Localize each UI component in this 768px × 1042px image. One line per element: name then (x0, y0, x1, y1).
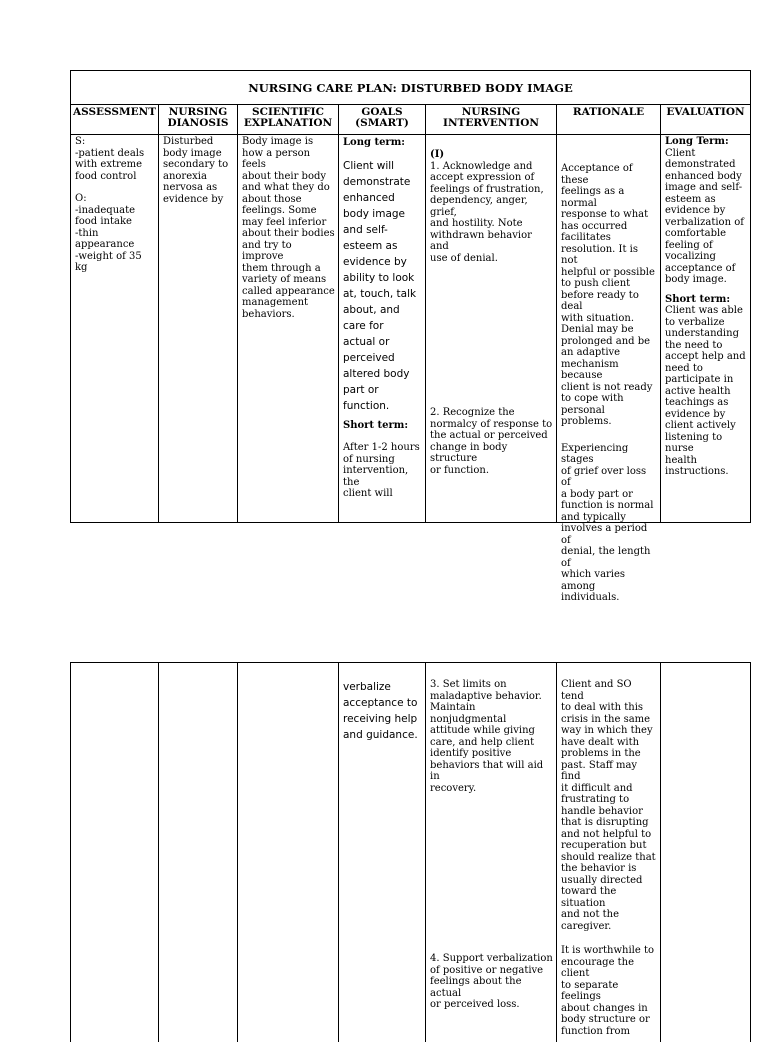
assessment-column-continued (71, 663, 158, 1042)
scientific-explanation-column (237, 105, 338, 522)
rationale-column (556, 105, 660, 603)
intervention-cell: (I) 1. Acknowledge and accept expression of feelings of frustration, dependency, anger, grief, and hostility. Note withdrawn behavior and use of denial. 2. Recognize the normalcy of response to the actual or perceived change in body structure or function. (430, 149, 553, 476)
rationale-column-continued (556, 663, 660, 1042)
evaluation-cell: Long Term: Client demonstrated enhanced body image and self- esteem as evidence by verbalization of comfortable feeling of vocalizing acceptance of body image. Short term: Client was able to verbalize understanding the need to accept help and need to participate in active health teachings as evidence by client actively listening to nurse health instructions. (665, 136, 746, 477)
intervention-cell-continued: 3. Set limits on maladaptive behavior. Maintain nonjudgmental attitude while giving care, and help client identify positive behaviors that will aid in recovery. 4. Support verbalization of positive or negative feelings about the actual or perceived loss. (430, 679, 553, 1010)
goals-long-term-label: Long term: (343, 137, 405, 148)
care-plan-table (70, 70, 751, 603)
goals-cell-continued: verbalize acceptance to receiving help and guidance. (343, 681, 418, 741)
assessment-column (71, 105, 158, 522)
diagnosis-column-continued (158, 663, 237, 1042)
goals-cell: Long term: Client will demonstrate enhanced body image and self- esteem as evidence by ability to look at, touch, talk about, and care for actual or perceived altered body part or function. Short term: After 1-2 hours of nursing intervention, the client will (343, 137, 422, 500)
diagnosis-header: NURSING DIANOSIS (159, 105, 237, 135)
care-plan-table-continued (70, 662, 751, 1042)
goals-header: GOALS (SMART) (339, 105, 425, 135)
scientific-explanation-cell: Body image is how a person feels about their body and what they do about those feelings. Some may feel inferior about their bodies and try to improve them through a variety of means called appearance management behaviors. (242, 136, 335, 320)
goals-column (338, 105, 425, 522)
rationale-cell-continued: Client and SO tend to deal with this crisis in the same way in which they have dealt with problems in the past. Staff may find it difficult and frustrating to handle behavior that is disrupting and not helpful to recuperation but should realize that the behavior is usually directed toward the situation and not the caregiver. It is worthwhile to encourage the client to separate feelings about changes in body structure or function from (561, 679, 656, 1037)
evaluation-column (660, 105, 750, 522)
table-title: NURSING CARE PLAN: DISTURBED BODY IMAGE (71, 71, 750, 105)
evaluation-long-term-label: Long Term: (665, 136, 729, 147)
scientific-explanation-column-continued (237, 663, 338, 1042)
rationale-cell: Acceptance of these feelings as a normal response to what has occurred facilitates resolution. It is not helpful or possible to push client before ready to deal with situation. Denial may be prolonged and be an adaptive mechanism because client is not ready to cope with personal problems. Experiencing stages of grief over loss of a body part or function is normal and typically involves a period of denial, the length of which varies among individuals. (561, 163, 655, 603)
intervention-column (425, 105, 556, 522)
goals-column-continued (338, 663, 425, 1042)
intervention-column-continued (425, 663, 556, 1042)
diagnosis-cell: Disturbed body image secondary to anorexia nervosa as evidence by (163, 136, 229, 205)
intervention-marker: (I) (430, 149, 445, 160)
assessment-header: ASSESSMENT (71, 105, 158, 135)
intervention-header: NURSING INTERVENTION (426, 105, 556, 135)
assessment-cell: S: -patient deals with extreme food control O: -inadequate food intake -thin appearance -weight of 35 kg (75, 136, 145, 273)
scientific-explanation-header: SCIENTIFIC EXPLANATION (238, 105, 338, 135)
evaluation-short-term-label: Short term: (665, 293, 731, 305)
evaluation-column-continued (660, 663, 750, 1042)
goals-short-term-label: Short term: (343, 419, 409, 431)
diagnosis-column (158, 105, 237, 522)
rationale-header: RATIONALE (557, 105, 660, 135)
evaluation-header: EVALUATION (661, 105, 750, 135)
